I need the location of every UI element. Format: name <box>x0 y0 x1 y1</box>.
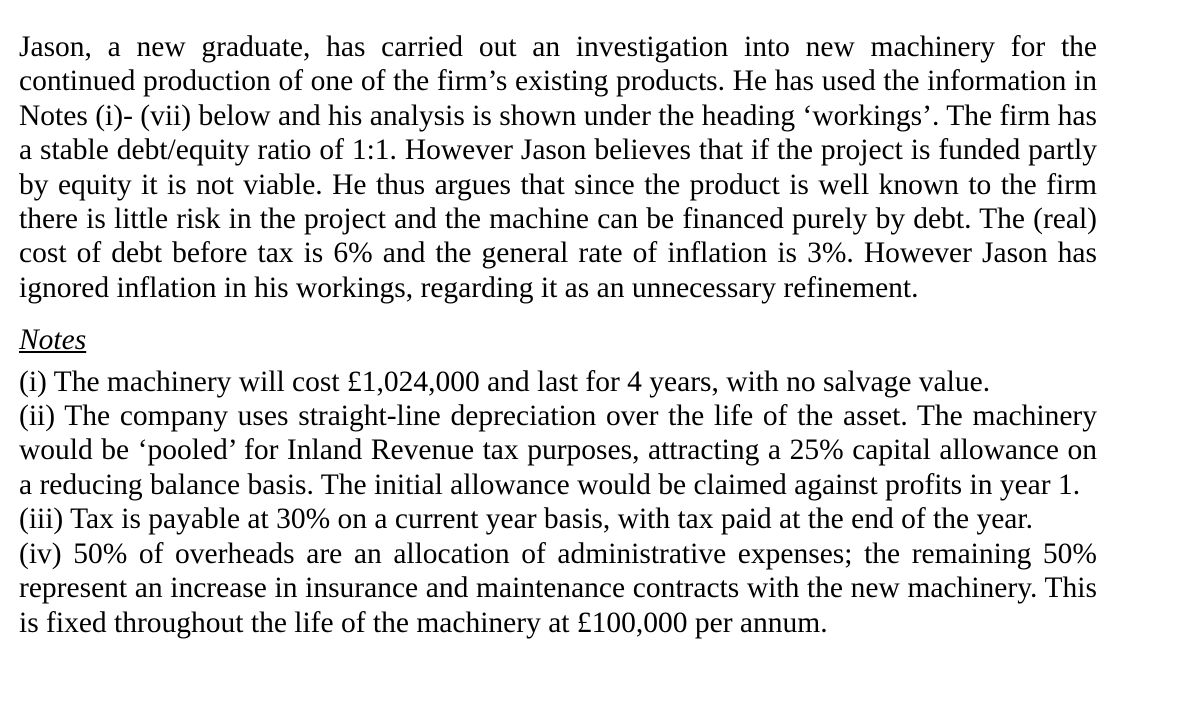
note-i: (i) The machinery will cost £1,024,000 and last for 4 years, with no salvage value. <box>19 365 991 398</box>
notes-heading: Notes <box>19 324 87 357</box>
note-iii: (iii) Tax is payable at 30% on a current year basis, with tax paid at the end of the year. <box>19 503 1033 536</box>
note-iv: (iv) 50% of overheads are an allocation of administrative expenses; the remaining 50% represent an increase in insurance and maintenance contracts with the new machinery. This is fixed throughout the life of the machinery at £100,000 per annum. <box>19 537 1097 639</box>
note-ii: (ii) The company uses straight-line depreciation over the life of the asset. The machinery would be ‘pooled’ for Inland Revenue tax purposes, attracting a 25% capital allowance on a reducing balance basis. The initial allowance would be claimed against profits in year 1. <box>19 400 1097 501</box>
intro-paragraph: Jason, a new graduate, has carried out an investigation into new machinery for the continued production of one of the firm’s existing products. He has used the information in Notes (i)- (vii) below and his analysis is shown under the heading ‘workings’. The firm has a stable debt/equity ratio of 1:1. However Jason believes that if the project is funded partly by equity it is not viable. He thus argues that since the product is well known to the firm there is little risk in the project and the machine can be financed purely by debt. The (real) cost of debt before tax is 6% and the general rate of inflation is 3%. However Jason has ignored inflation in his workings, regarding it as an unnecessary refinement. <box>19 31 1097 304</box>
